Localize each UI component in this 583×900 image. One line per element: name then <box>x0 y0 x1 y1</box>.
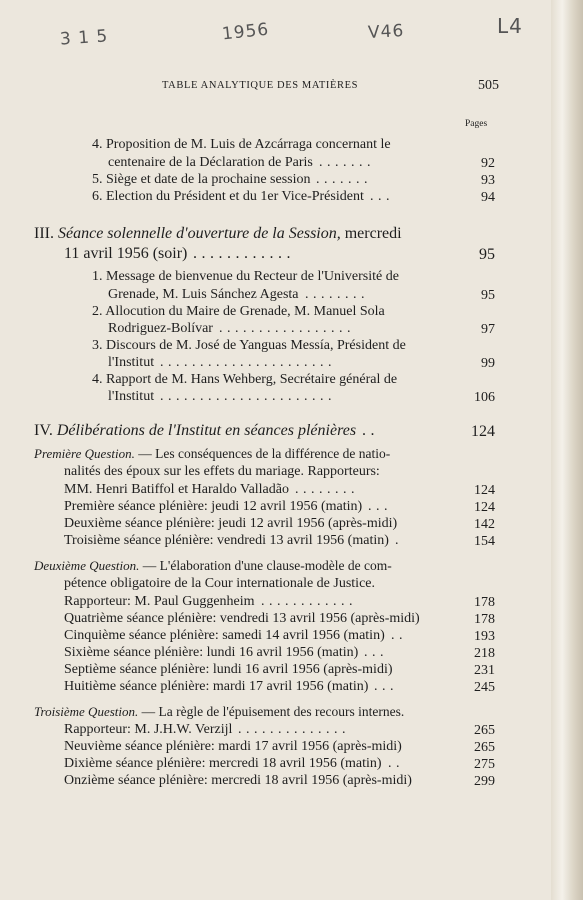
toc-entry-text <box>34 422 356 440</box>
entry-text: nalités des époux sur les effets du mariage. Rapporteurs: <box>64 464 380 479</box>
question-label: Première Question. <box>34 446 135 461</box>
toc-line <box>0 245 583 267</box>
entry-text: Neuvième séance plénière: mardi 17 avril 1956 (après-midi) <box>64 739 402 754</box>
pages-column-label: Pages <box>465 119 488 129</box>
running-head: TABLE ANALYTIQUE DES MATIÈRES <box>162 80 359 91</box>
toc-entry-text <box>64 679 368 695</box>
toc-entry-text <box>108 155 313 171</box>
dot-leader: ................. <box>219 321 355 336</box>
toc-entry-text <box>64 499 362 515</box>
toc-page-number: 218 <box>474 646 495 661</box>
toc-entry-text <box>64 482 289 498</box>
dot-leader: .............. <box>238 722 350 737</box>
entry-text: MM. Henri Batiffol et Haraldo Valladão <box>64 482 289 497</box>
toc-page-number: 178 <box>474 595 495 610</box>
section-number: IV. <box>34 422 57 439</box>
entry-text: pétence obligatoire de la Cour internationale de Justice. <box>64 576 375 591</box>
toc-page-number: 245 <box>474 680 495 695</box>
dot-leader: ... <box>368 499 392 514</box>
dot-leader: ... <box>374 679 398 694</box>
toc-page-number: 95 <box>481 288 495 303</box>
toc-entry-text <box>64 722 232 738</box>
section-title: Délibérations de l'Institut en séances plénières <box>56 422 357 439</box>
toc-entry-text <box>64 464 380 480</box>
entry-text: Grenade, M. Luis Sánchez Agesta <box>108 287 299 302</box>
entry-text: 6. Election du Président et du 1er Vice-Président <box>92 189 364 204</box>
toc-line <box>0 269 583 289</box>
toc-page-number: 99 <box>481 356 495 371</box>
entry-text: Rodriguez-Bolívar <box>108 321 213 336</box>
toc-page-number: 265 <box>474 723 495 738</box>
toc-entry-text <box>64 739 402 755</box>
toc-entry-text <box>92 137 391 153</box>
handwritten-note-1: 3 1 5 <box>59 26 109 50</box>
dot-leader: .. <box>362 422 379 439</box>
toc-entry-text <box>64 662 393 678</box>
entry-text: 11 avril 1956 (soir) <box>64 245 188 262</box>
toc-page-number: 106 <box>474 390 495 405</box>
toc-page-number: 154 <box>474 534 495 549</box>
entry-text: Rapporteur: M. J.H.W. Verzijl <box>64 722 233 737</box>
entry-text: mercredi <box>340 225 402 242</box>
entry-text: l'Institut <box>108 389 155 404</box>
dot-leader: ........ <box>305 287 369 302</box>
entry-text: 4. Proposition de M. Luis de Azcárraga concernant le <box>92 137 391 152</box>
section-title: Séance solennelle d'ouverture de la Session, <box>57 225 341 242</box>
handwritten-note-2: 1956 <box>221 19 271 45</box>
toc-line <box>0 558 583 578</box>
toc-line <box>0 464 583 484</box>
toc-page-number: 299 <box>474 774 495 789</box>
toc-page-number: 93 <box>481 173 495 188</box>
toc-entry-text <box>64 576 375 592</box>
toc-line <box>0 533 583 553</box>
entry-text: — L'élaboration d'une clause-modèle de com- <box>139 558 392 573</box>
entry-text: Sixième séance plénière: lundi 16 avril 1956 (matin) <box>64 645 359 660</box>
entry-text: Cinquième séance plénière: samedi 14 avril 1956 (matin) <box>64 628 385 643</box>
toc-line <box>0 576 583 596</box>
toc-entry-text <box>108 355 154 371</box>
handwritten-note-3: V46 <box>367 21 405 43</box>
toc-line <box>0 389 583 409</box>
dot-leader: .. <box>388 756 404 771</box>
dot-leader: ............ <box>193 245 295 262</box>
entry-text: Première séance plénière: jeudi 12 avril 1956 (matin) <box>64 499 363 514</box>
question-label: Deuxième Question. <box>34 558 140 573</box>
toc-entry-text <box>92 304 385 320</box>
toc-entry-text <box>64 516 397 532</box>
toc-entry-text <box>92 338 406 354</box>
entry-text: 5. Siège et date de la prochaine session <box>92 172 311 187</box>
entry-text: Quatrième séance plénière: vendredi 13 avril 1956 (après-midi) <box>64 611 420 626</box>
toc-line <box>0 446 583 466</box>
dot-leader: ... <box>364 645 388 660</box>
dot-leader: ... <box>370 189 394 204</box>
dot-leader: ...................... <box>160 389 336 404</box>
entry-text: Huitième séance plénière: mardi 17 avril 1956 (matin) <box>64 679 369 694</box>
entry-text: Troisième séance plénière: vendredi 13 avril 1956 (matin) <box>64 533 389 548</box>
dot-leader: ............ <box>261 594 357 609</box>
entry-text: centenaire de la Déclaration de Paris <box>108 155 313 170</box>
entry-text: 1. Message de bienvenue du Recteur de l'Université de <box>92 269 399 284</box>
toc-entry-text <box>92 372 397 388</box>
section-number: III. <box>34 225 58 242</box>
toc-entry-text <box>64 245 187 263</box>
dot-leader: ........ <box>295 482 359 497</box>
toc-entry-text <box>64 756 382 772</box>
toc-entry-text <box>64 533 389 549</box>
page-number: 505 <box>478 78 499 93</box>
toc-entry-text <box>64 645 358 661</box>
entry-text: Septième séance plénière: lundi 16 avril 1956 (après-midi) <box>64 662 393 677</box>
toc-entry-text <box>92 269 399 285</box>
toc-entry-text <box>34 558 392 574</box>
entry-text: 3. Discours de M. José de Yanguas Messía, Président de <box>92 338 406 353</box>
toc-entry-text <box>64 628 385 644</box>
toc-page-number: 231 <box>474 663 495 678</box>
dot-leader: ....... <box>316 172 372 187</box>
entry-text: — La règle de l'épuisement des recours internes. <box>138 704 405 719</box>
toc-line <box>0 225 583 247</box>
toc-entry-text <box>108 389 154 405</box>
toc-entry-text <box>34 446 390 462</box>
question-label: Troisième Question. <box>34 704 139 719</box>
toc-page-number: 94 <box>481 190 495 205</box>
toc-page-number: 124 <box>474 483 495 498</box>
entry-text: Onzième séance plénière: mercredi 18 avril 1956 (après-midi) <box>64 773 412 788</box>
handwritten-note-4: L4 <box>497 14 523 38</box>
toc-entry-text <box>108 321 213 337</box>
toc-entry-text <box>108 287 299 303</box>
dot-leader: . <box>395 533 403 548</box>
toc-entry-text <box>64 773 412 789</box>
toc-entry-text <box>34 225 402 243</box>
toc-line <box>0 679 583 699</box>
dot-leader: ...................... <box>160 355 336 370</box>
toc-page-number: 265 <box>474 740 495 755</box>
toc-page-number: 275 <box>474 757 495 772</box>
entry-text: — Les conséquences de la différence de natio- <box>134 446 391 461</box>
entry-text: 4. Rapport de M. Hans Wehberg, Secrétaire général de <box>92 372 398 387</box>
toc-entry-text <box>92 189 364 205</box>
entry-text: 2. Allocution du Maire de Grenade, M. Manuel Sola <box>92 304 385 319</box>
toc-line <box>0 189 583 209</box>
toc-page-number: 124 <box>474 500 495 515</box>
toc-entry-text <box>64 594 255 610</box>
toc-line <box>0 422 583 444</box>
dot-leader: ....... <box>319 155 375 170</box>
toc-entry-text <box>92 172 310 188</box>
toc-entry-text <box>64 611 420 627</box>
toc-page-number: 97 <box>481 322 495 337</box>
toc-page-number: 95 <box>479 246 495 263</box>
toc-page-number: 124 <box>471 423 495 440</box>
toc-page-number: 178 <box>474 612 495 627</box>
entry-text: Dixième séance plénière: mercredi 18 avril 1956 (matin) <box>64 756 382 771</box>
toc-line <box>0 137 583 157</box>
toc-page-number: 142 <box>474 517 495 532</box>
toc-entry-text <box>34 704 404 720</box>
entry-text: Rapporteur: M. Paul Guggenheim <box>64 594 255 609</box>
toc-page-number: 193 <box>474 629 495 644</box>
toc-line <box>0 704 583 724</box>
toc-page-number: 92 <box>481 156 495 171</box>
entry-text: l'Institut <box>108 355 155 370</box>
entry-text: Deuxième séance plénière: jeudi 12 avril 1956 (après-midi) <box>64 516 398 531</box>
dot-leader: .. <box>391 628 407 643</box>
toc-line <box>0 773 583 793</box>
